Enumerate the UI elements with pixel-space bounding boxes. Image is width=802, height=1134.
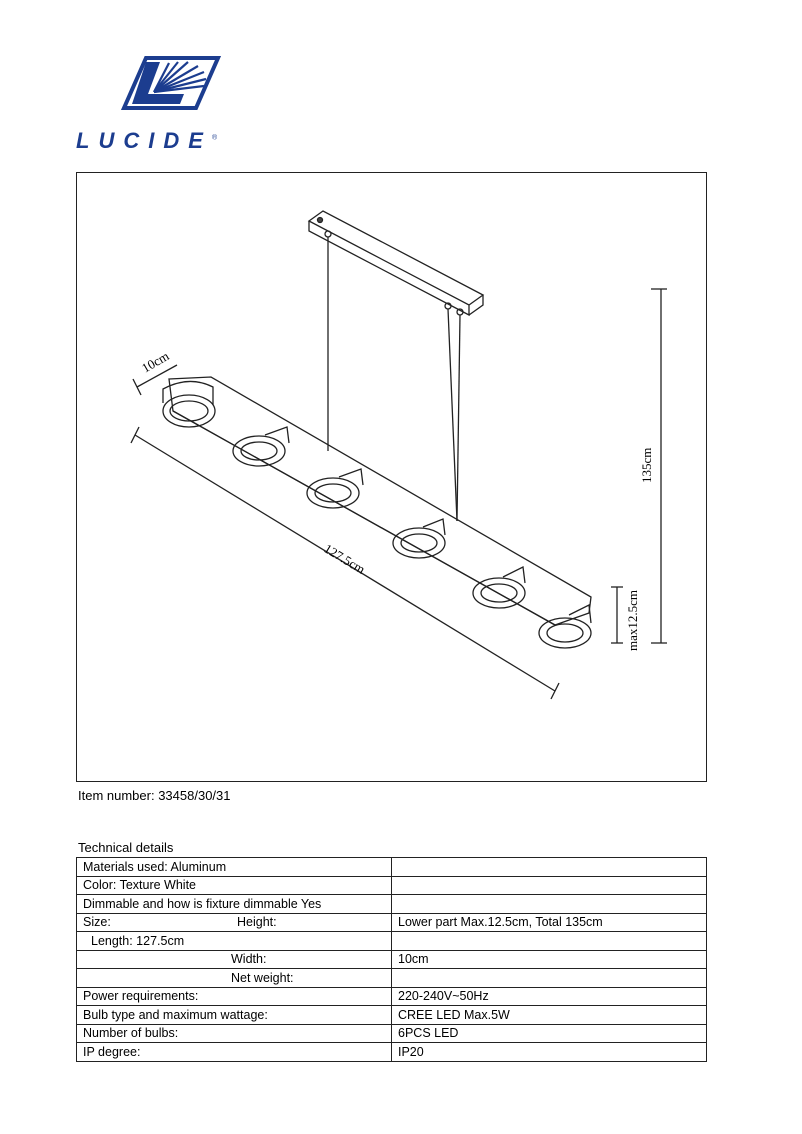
table-row (77, 913, 707, 932)
size-height-cell (77, 913, 392, 932)
table-row (77, 969, 707, 988)
brand-name-text: LUCIDE (76, 128, 212, 153)
color-cell: Color: Texture White (77, 876, 392, 895)
bulb-label: Bulb type and maximum wattage: (77, 1006, 392, 1025)
suspension-wire (448, 309, 457, 521)
item-number: Item number: 33458/30/31 (78, 788, 231, 803)
total-height-label: 135cm (639, 447, 654, 483)
fixture-bar (169, 377, 591, 625)
length-value (392, 932, 707, 951)
weight-label: Net weight: (231, 970, 294, 985)
height-value: Lower part Max.12.5cm, Total 135cm (392, 913, 707, 932)
table-row (77, 1006, 707, 1025)
lower-part-label: max12.5cm (625, 589, 640, 651)
ip-value: IP20 (392, 1043, 707, 1062)
materials-value (392, 858, 707, 877)
ceiling-canopy (309, 211, 483, 315)
technical-details-title: Technical details (78, 840, 174, 855)
dimmable-cell: Dimmable and how is fixture dimmable Yes (77, 895, 392, 914)
table-row (77, 1043, 707, 1062)
length-label: 127.5cm (321, 540, 368, 577)
size-label: Size: (83, 915, 111, 930)
length-label: Length: 127.5cm (91, 933, 185, 948)
color-value (392, 876, 707, 895)
height-label: Height: (237, 915, 277, 930)
technical-drawing (76, 172, 707, 782)
weight-cell (77, 969, 392, 988)
suspension-wire (457, 315, 460, 521)
table-row (77, 932, 707, 951)
table-row (77, 987, 707, 1006)
length-cell (77, 932, 392, 951)
width-cell (77, 950, 392, 969)
table-row (77, 1024, 707, 1043)
fixture-drawing (77, 173, 708, 783)
materials-cell: Materials used: Aluminum (77, 858, 392, 877)
power-value: 220-240V~50Hz (392, 987, 707, 1006)
ip-label: IP degree: (77, 1043, 392, 1062)
width-label: Width: (231, 952, 267, 967)
dimmable-value (392, 895, 707, 914)
bulbs-count-label: Number of bulbs: (77, 1024, 392, 1043)
led-heads (163, 381, 591, 648)
power-label: Power requirements: (77, 987, 392, 1006)
table-row (77, 950, 707, 969)
table-row (77, 876, 707, 895)
width-label: 10cm (139, 348, 172, 376)
table-row (77, 895, 707, 914)
weight-value (392, 969, 707, 988)
registered-mark: ® (211, 134, 218, 142)
lucide-logo-mark (76, 52, 226, 132)
bulbs-count-value: 6PCS LED (392, 1024, 707, 1043)
technical-details-table (76, 857, 707, 1062)
width-value: 10cm (392, 950, 707, 969)
bulb-value: CREE LED Max.5W (392, 1006, 707, 1025)
brand-name (76, 128, 217, 154)
table-row (77, 858, 707, 877)
